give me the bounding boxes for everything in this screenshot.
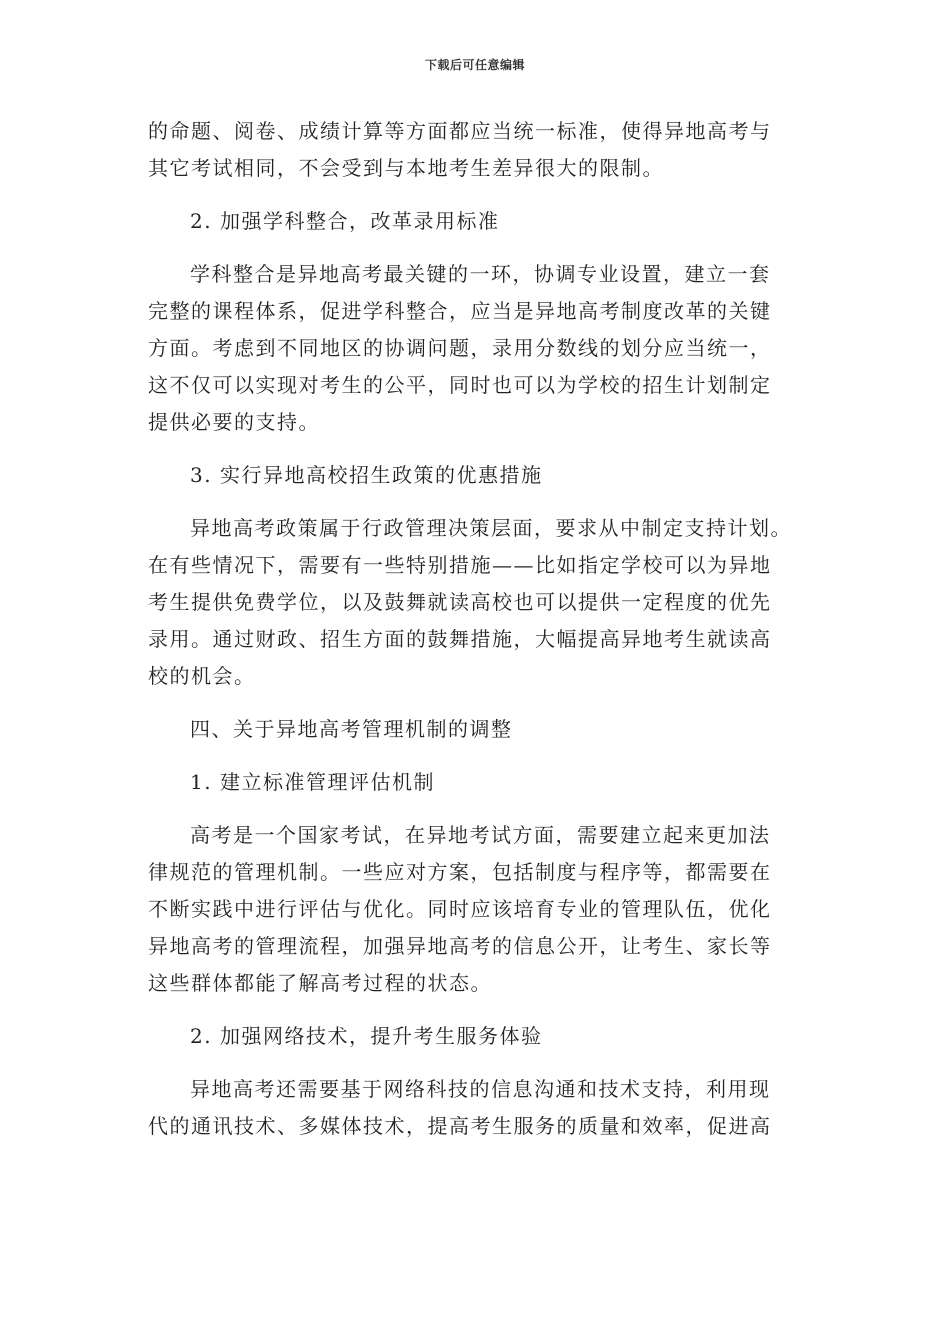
paragraph-line: 录用。通过财政、招生方面的鼓舞措施，大幅提高异地考生就读高 bbox=[148, 627, 772, 651]
paragraph bbox=[148, 1071, 808, 1145]
paragraph-line: 这不仅可以实现对考生的公平，同时也可以为学校的招生计划制定 bbox=[148, 373, 772, 397]
paragraph bbox=[148, 510, 808, 695]
paragraph-line: 学科整合是异地高考最关键的一环，协调专业设置，建立一套 bbox=[190, 262, 771, 286]
paragraph-line: 校的机会。 bbox=[148, 664, 256, 688]
paragraph-line: 异地高考还需要基于网络科技的信息沟通和技术支持，利用现 bbox=[190, 1077, 771, 1101]
paragraph-line: 提供必要的支持。 bbox=[148, 410, 320, 434]
section-heading: 2. 加强网络技术，提升考生服务体验 bbox=[190, 1024, 543, 1048]
paragraph-line: 异地高考政策属于行政管理决策层面，要求从中制定支持计划。 bbox=[190, 516, 792, 540]
paragraph-line: 的命题、阅卷、成绩计算等方面都应当统一标准，使得异地高考与 bbox=[148, 119, 772, 143]
paragraph-line: 考生提供免费学位，以及鼓舞就读高校也可以提供一定程度的优先 bbox=[148, 590, 772, 614]
paragraph bbox=[148, 817, 808, 1002]
section-heading: 2. 加强学科整合，改革录用标准 bbox=[190, 209, 500, 233]
section-heading: 1. 建立标准管理评估机制 bbox=[190, 770, 435, 794]
paragraph-line: 律规范的管理机制。一些应对方案，包括制度与程序等，都需要在 bbox=[148, 860, 772, 884]
chapter-heading: 四、关于异地高考管理机制的调整 bbox=[190, 717, 513, 741]
paragraph-line: 代的通讯技术、多媒体技术，提高考生服务的质量和效率，促进高 bbox=[148, 1114, 772, 1138]
paragraph-line: 完整的课程体系，促进学科整合，应当是异地高考制度改革的关键 bbox=[148, 299, 772, 323]
paragraph-line: 高考是一个国家考试，在异地考试方面，需要建立起来更加法 bbox=[190, 823, 771, 847]
section-heading: 3. 实行异地高校招生政策的优惠措施 bbox=[190, 463, 543, 487]
paragraph-line: 这些群体都能了解高考过程的状态。 bbox=[148, 971, 492, 995]
paragraph bbox=[148, 113, 808, 187]
paragraph bbox=[148, 256, 808, 441]
paragraph-line: 方面。考虑到不同地区的协调问题，录用分数线的划分应当统一， bbox=[148, 336, 772, 360]
document-body bbox=[148, 113, 808, 1145]
paragraph-line: 在有些情况下，需要有一些特别措施——比如指定学校可以为异地 bbox=[148, 553, 772, 577]
paragraph-line: 其它考试相同，不会受到与本地考生差异很大的限制。 bbox=[148, 156, 664, 180]
page-header: 下载后可任意编辑 bbox=[424, 58, 525, 72]
paragraph-line: 不断实践中进行评估与优化。同时应该培育专业的管理队伍，优化 bbox=[148, 897, 772, 921]
paragraph-line: 异地高考的管理流程，加强异地高考的信息公开，让考生、家长等 bbox=[148, 934, 772, 958]
